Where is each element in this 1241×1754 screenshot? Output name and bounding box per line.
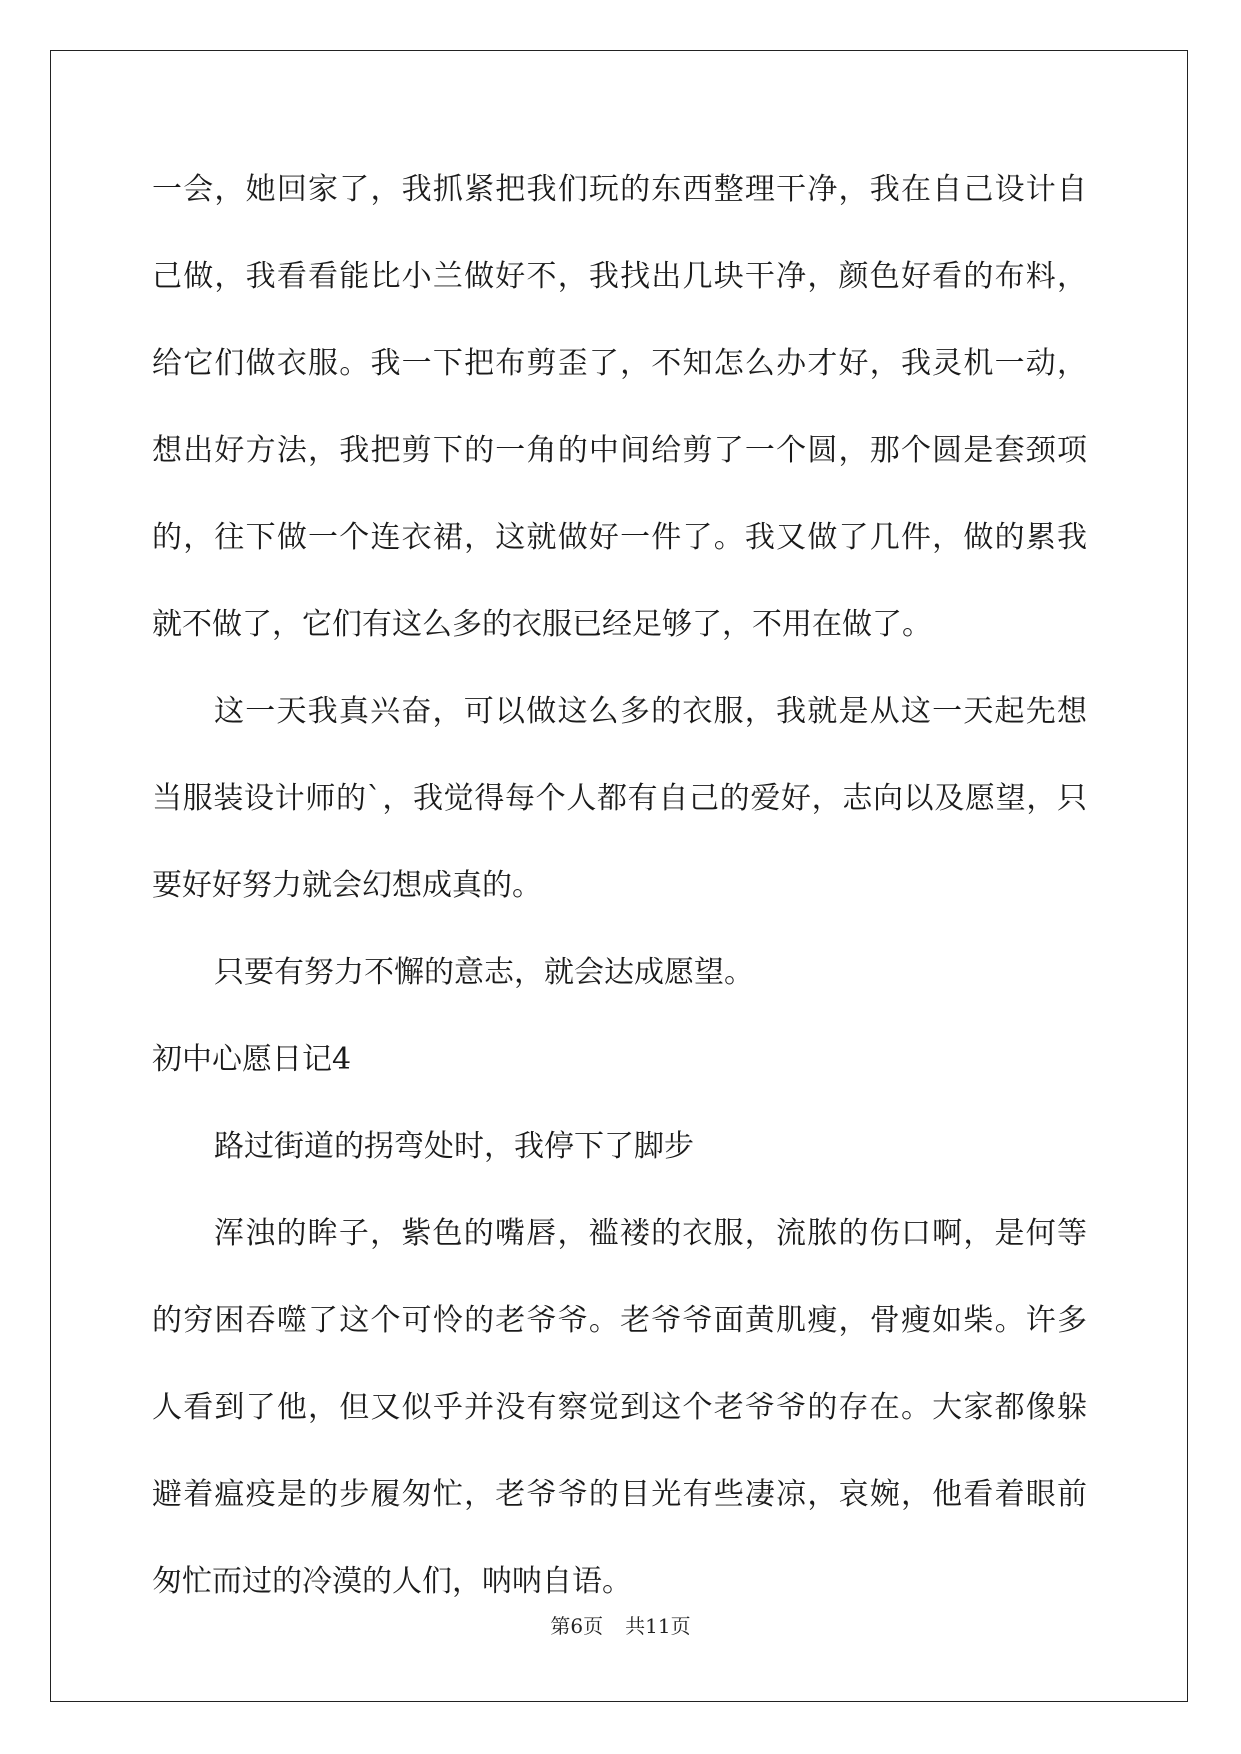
text-line: 己做，我看看能比小兰做好不，我找出几块干净，颜色好看的布料，: [152, 259, 1087, 294]
text-line: 人看到了他，但又似乎并没有察觉到这个老爷爷的存在。大家都像躲: [152, 1390, 1087, 1425]
text-line: 避着瘟疫是的步履匆忙，老爷爷的目光有些凄凉，哀婉，他看着眼前: [152, 1477, 1087, 1512]
text-line: 一会，她回家了，我抓紧把我们玩的东西整理干净，我在自己设计自: [152, 172, 1087, 207]
text-line: 匆忙而过的冷漠的人们，呐呐自语。: [152, 1564, 632, 1599]
page-footer: [0, 1610, 1241, 1639]
text-line: 给它们做衣服。我一下把布剪歪了，不知怎么办才好，我灵机一动，: [152, 346, 1087, 381]
text-line: 想出好方法，我把剪下的一角的中间给剪了一个圆，那个圆是套颈项: [152, 433, 1087, 468]
page-number: 第6页: [550, 1614, 604, 1638]
text-line: 只要有努力不懈的意志，就会达成愿望。: [214, 955, 754, 990]
text-line: 这一天我真兴奋，可以做这么多的衣服，我就是从这一天起先想: [214, 694, 1087, 729]
text-line: 路过街道的拐弯处时，我停下了脚步: [214, 1129, 694, 1164]
section-heading: 初中心愿日记4: [152, 1042, 352, 1077]
text-line: 浑浊的眸子，紫色的嘴唇，褴褛的衣服，流脓的伤口啊，是何等: [214, 1216, 1087, 1251]
text-line: 的，往下做一个连衣裙，这就做好一件了。我又做了几件，做的累我: [152, 520, 1087, 555]
text-line: 的穷困吞噬了这个可怜的老爷爷。老爷爷面黄肌瘦，骨瘦如柴。许多: [152, 1303, 1087, 1338]
text-line: 就不做了，它们有这么多的衣服已经足够了，不用在做了。: [152, 607, 932, 642]
page-total: 共11页: [625, 1614, 691, 1638]
document-body: [152, 162, 1087, 1641]
text-line: 当服装设计师的`，我觉得每个人都有自己的爱好，志向以及愿望，只: [152, 781, 1087, 816]
text-line: 要好好努力就会幻想成真的。: [152, 868, 542, 903]
